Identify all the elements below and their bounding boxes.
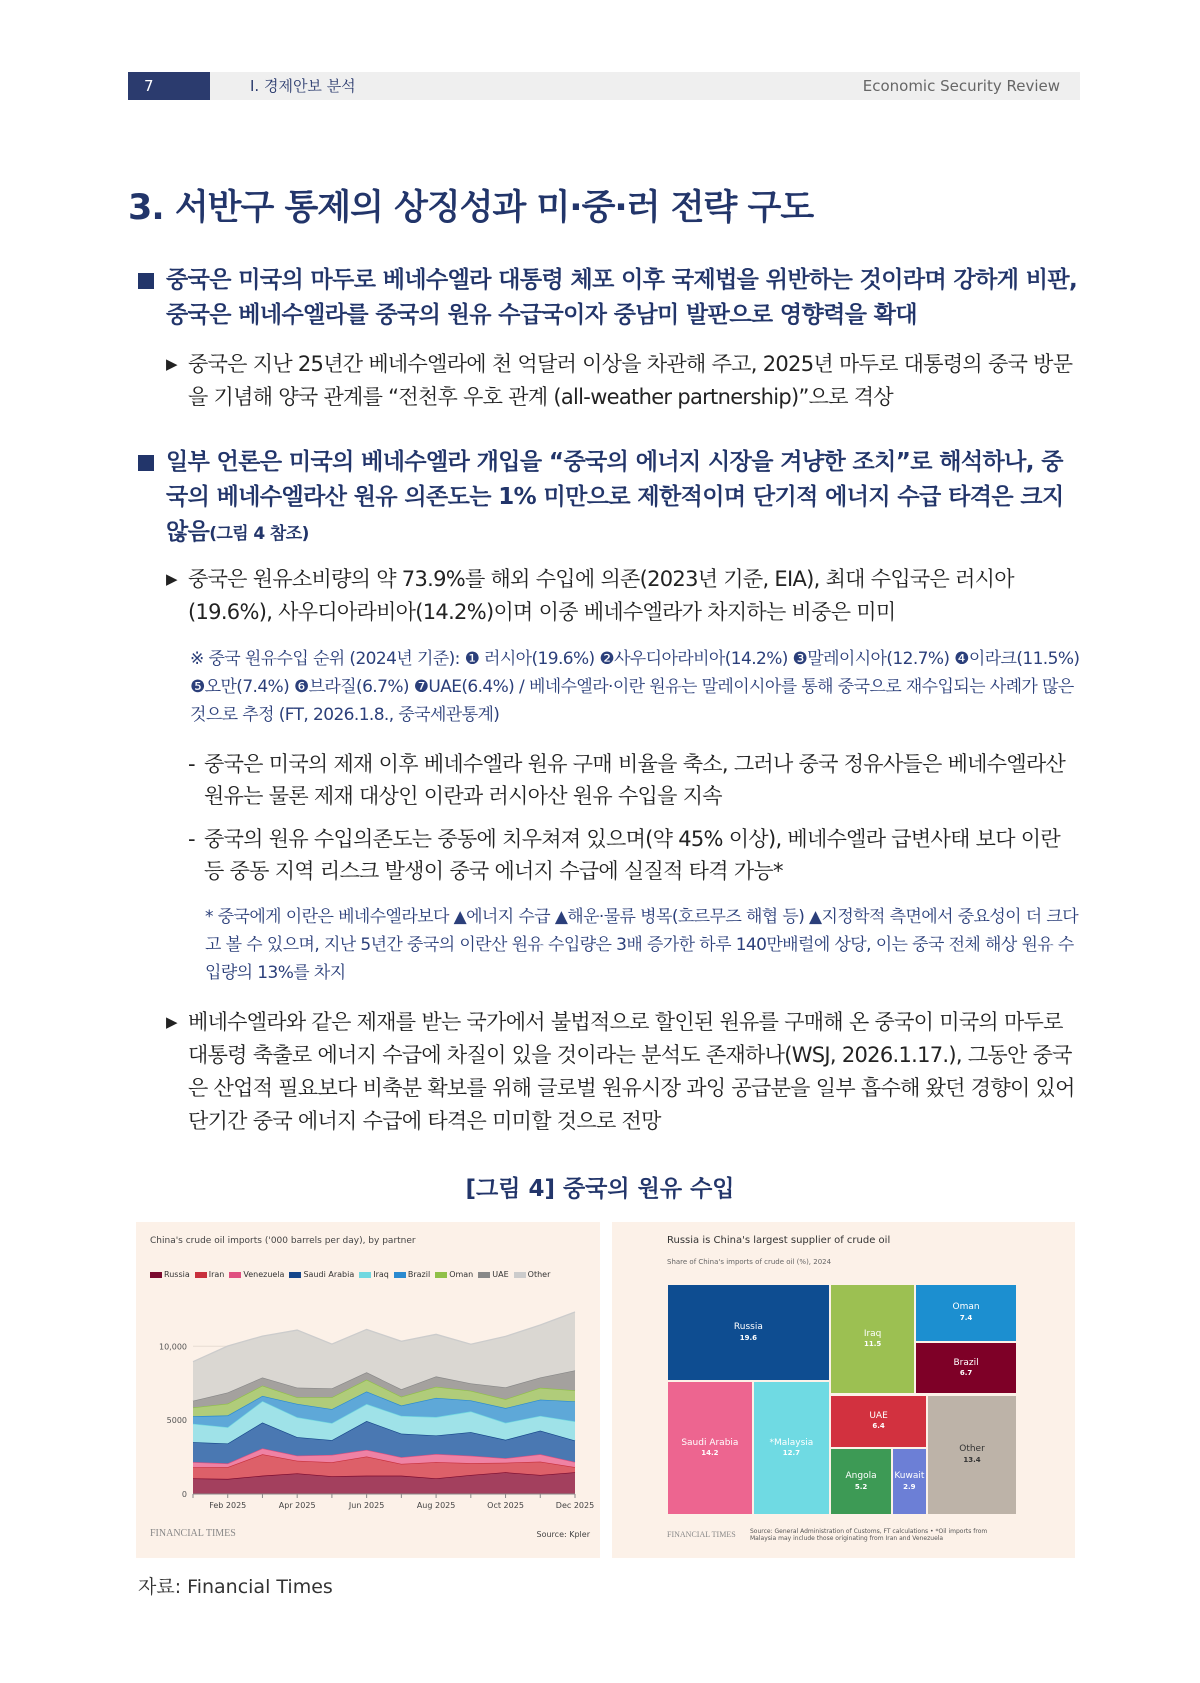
sub-point-2 xyxy=(166,563,1081,629)
key-point-1 xyxy=(138,263,1083,333)
sub-point-text: 베네수엘라와 같은 제재를 받는 국가에서 불법적으로 할인된 원유를 구매해 온 중국이 미국의 마두로 대통령 축출로 에너지 수급에 차질이 있을 것이라는 분석도 존재하나(WSJ, 2026.1.17.), 그동안 중국은 산업적 필요보다 비축분 확보를 위해 글로벌 원유시장 과잉 공급분을 일부 흡수해 왔던 경향이 있어 단기간 중국 에너지 수급에 타격은 미미할 것으로 전망 xyxy=(188,1010,1075,1133)
x-tick-label: Aug 2025 xyxy=(416,1501,456,1510)
ft-brand: FINANCIAL TIMES xyxy=(150,1528,236,1539)
page-number: 7 xyxy=(128,72,210,100)
cell-value: 19.6 xyxy=(739,1333,758,1342)
cell-label: Brazil xyxy=(953,1357,979,1368)
legend-label: Iran xyxy=(208,1270,225,1279)
treemap-cell-brazil xyxy=(915,1342,1017,1394)
treemap-chart xyxy=(612,1222,1075,1558)
cell-label: Kuwait xyxy=(894,1471,925,1482)
triangle-bullet-icon: ▶ xyxy=(166,355,177,373)
area-plot xyxy=(136,1222,600,1558)
x-tick-label: Dec 2025 xyxy=(555,1501,595,1510)
triangle-bullet-icon: ▶ xyxy=(166,1013,177,1031)
sub-point-1 xyxy=(166,348,1081,414)
import-ranking-note: ※ 중국 원유수입 순위 (2024년 기준): ❶ 러시아(19.6%) ❷사우디아라비아(14.2%) ❸말레이시아(12.7%) ❹이라크(11.5%) ❺오만(7.4%) ❻브라질(6.7%) ❼UAE(6.4%) / 베네수엘라·이란 원유는 말레이시아를 통해 중국으로 재수입되는 사례가 많은 것으로 추정 (FT, 2026.1.8., 중국세관통계) xyxy=(190,649,1080,725)
cell-label: Oman xyxy=(952,1302,980,1313)
section-title: 3. 서반구 통제의 상징성과 미·중·러 전략 구도 xyxy=(128,188,814,228)
cell-value: 11.5 xyxy=(863,1340,882,1349)
treemap-cell-russia xyxy=(667,1284,830,1381)
treemap-cell-uae xyxy=(830,1395,926,1448)
treemap xyxy=(667,1284,1017,1515)
publication-name: Economic Security Review xyxy=(862,77,1060,95)
chart-source: Source: Kpler xyxy=(536,1530,590,1539)
sub-point-text: 중국은 지난 25년간 베네수엘라에 천 억달러 이상을 차관해 주고, 2025년 마두로 대통령의 중국 방문을 기념해 양국 관계를 “전천후 우호 관계 (all-weather partnership)”으로 격상 xyxy=(188,352,1073,409)
treemap-cell-kuwait xyxy=(892,1448,927,1515)
chart-title: China's crude oil imports ('000 barrels per day), by partner xyxy=(150,1236,416,1246)
legend-label: Other xyxy=(527,1270,551,1279)
cell-value: 6.7 xyxy=(959,1369,973,1378)
legend-label: Venezuela xyxy=(243,1270,285,1279)
cell-label: Russia xyxy=(733,1322,763,1332)
dash-bullet: - xyxy=(188,752,195,776)
stacked-area-chart xyxy=(136,1222,600,1558)
triangle-bullet-icon: ▶ xyxy=(166,570,177,588)
x-tick-label: Apr 2025 xyxy=(278,1501,316,1510)
cell-value: 2.9 xyxy=(903,1482,916,1491)
dash-point-text: 중국의 원유 수입의존도는 중동에 치우쳐져 있으며(약 45% 이상), 베네수엘라 급변사태 보다 이란 등 중동 지역 리스크 발생이 중국 에너지 수급에 실질적 타격 가능* xyxy=(204,827,1060,883)
key-point-text: 중국은 미국의 마두로 베네수엘라 대통령 체포 이후 국제법을 위반하는 것이라며 강하게 비판, 중국은 베네수엘라를 중국의 원유 수급국이자 중남미 발판으로 영향력을 확대 xyxy=(166,267,1078,328)
dash-point-2 xyxy=(188,823,1080,887)
dash-bullet: - xyxy=(188,827,195,851)
figure-source: 자료: Financial Times xyxy=(138,1576,333,1598)
y-tick-label: 10,000 xyxy=(159,1342,187,1352)
y-tick-label: 5000 xyxy=(166,1416,187,1426)
sub-point-3 xyxy=(166,1006,1081,1138)
cell-label: Iraq xyxy=(863,1328,882,1339)
legend-label: Saudi Arabia xyxy=(303,1270,355,1279)
treemap-cell-angola xyxy=(830,1448,891,1515)
treemap-cell-saudi-arabia xyxy=(667,1381,753,1515)
dash-point-text: 중국은 미국의 제재 이후 베네수엘라 원유 구매 비율을 축소, 그러나 중국 정유사들은 베네수엘라산 원유는 물론 제재 대상인 이란과 러시아산 원유 수입을 지속 xyxy=(204,752,1066,808)
cell-label: Other xyxy=(959,1444,985,1455)
figure-reference: (그림 4 참조) xyxy=(209,524,309,544)
x-tick-label: Jun 2025 xyxy=(348,1501,385,1510)
treemap-cell-iraq xyxy=(830,1284,914,1394)
iran-footnote: * 중국에게 이란은 베네수엘라보다 ▲에너지 수급 ▲해운·물류 병목(호르무즈 해협 등) ▲지정학적 측면에서 중요성이 더 크다고 볼 수 있으며, 지난 5년간 중국의 이란산 원유 수입량은 3배 증가한 하루 140만배럴에 상당, 이는 중국 전체 해상 원유 수입량의 13%를 차지 xyxy=(205,907,1079,983)
dash-point-1 xyxy=(188,748,1080,812)
legend-label: Iraq xyxy=(373,1270,389,1279)
legend-label: UAE xyxy=(492,1270,509,1279)
chart-subtitle: Share of China's imports of crude oil (%), 2024 xyxy=(667,1258,832,1266)
ft-brand: FINANCIAL TIMES xyxy=(667,1530,736,1539)
sub-point-text: 중국은 원유소비량의 약 73.9%를 해외 수입에 의존(2023년 기준, EIA), 최대 수입국은 러시아(19.6%), 사우디아라비아(14.2%)이며 이중 베네수엘라가 차지하는 비중은 미미 xyxy=(188,567,1014,624)
cell-value: 7.4 xyxy=(959,1314,973,1323)
cell-label: Angola xyxy=(845,1471,877,1482)
chart-title: Russia is China's largest supplier of crude oil xyxy=(667,1235,891,1246)
figure-title: [그림 4] 중국의 원유 수입 xyxy=(465,1176,735,1202)
x-tick-label: Feb 2025 xyxy=(209,1501,247,1510)
cell-value: 5.2 xyxy=(854,1482,868,1491)
section-label: Ⅰ. 경제안보 분석 xyxy=(250,77,356,95)
square-bullet-icon xyxy=(138,273,154,289)
cell-label: UAE xyxy=(869,1410,888,1421)
cell-value: 6.4 xyxy=(872,1422,885,1431)
treemap-cell-malaysia xyxy=(753,1381,830,1515)
legend-label: Russia xyxy=(164,1270,190,1279)
treemap-cell-oman xyxy=(915,1284,1017,1342)
square-bullet-icon xyxy=(138,455,154,471)
cell-value: 14.2 xyxy=(701,1449,719,1458)
treemap-cell-other xyxy=(927,1395,1017,1515)
cell-label: *Malaysia xyxy=(769,1437,814,1448)
chart-source: Source: General Administration of Customs, FT calculations • *Oil imports from Malaysia may include those originating from Iran and Venezuela xyxy=(750,1528,988,1542)
legend-label: Brazil xyxy=(407,1270,431,1279)
x-tick-label: Oct 2025 xyxy=(487,1501,524,1510)
y-tick-label: 0 xyxy=(181,1490,187,1499)
cell-label: Saudi Arabia xyxy=(681,1437,739,1448)
cell-value: 13.4 xyxy=(963,1456,981,1465)
key-point-text: 일부 언론은 미국의 베네수엘라 개입을 “중국의 에너지 시장을 겨냥한 조치”로 해석하나, 중국의 베네수엘라산 원유 의존도는 1% 미만으로 제한적이며 단기적 에너지 수급 타격은 크지 않음 xyxy=(166,449,1064,545)
key-point-2 xyxy=(138,445,1083,552)
cell-value: 12.7 xyxy=(782,1449,801,1458)
page-header xyxy=(128,72,1080,100)
legend-label: Oman xyxy=(449,1270,474,1279)
